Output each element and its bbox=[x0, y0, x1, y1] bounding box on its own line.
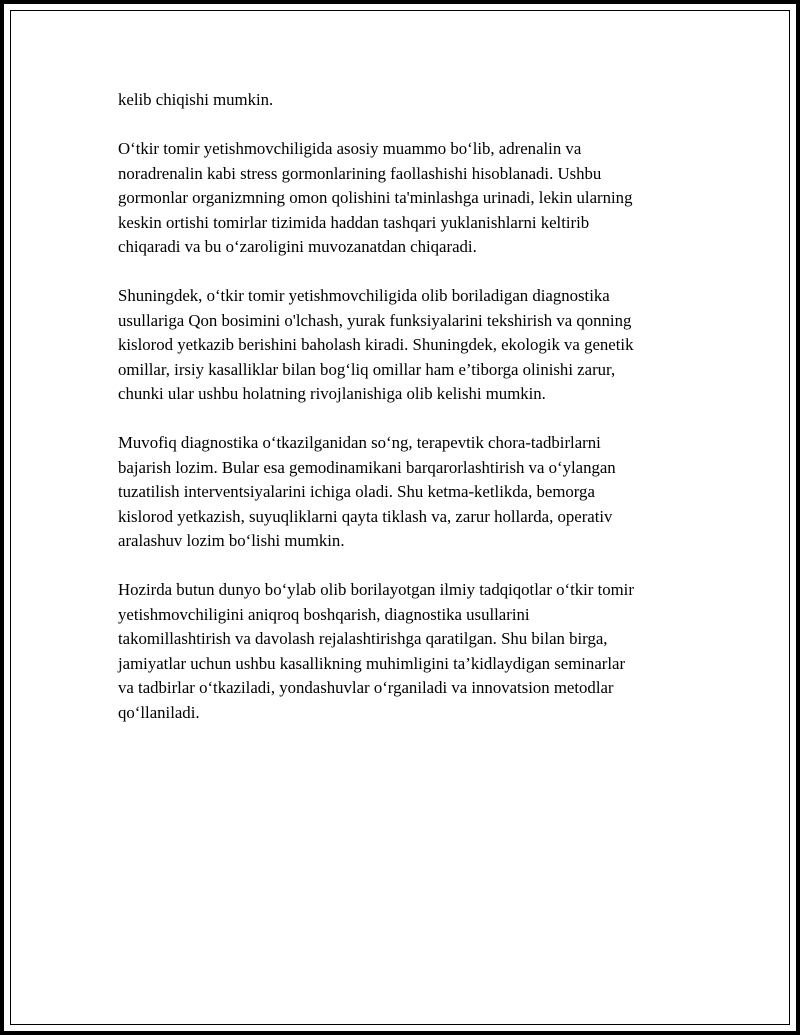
paragraph-5 bbox=[118, 578, 698, 725]
paragraph-2 bbox=[118, 137, 698, 260]
text-line: yetishmovchiligini aniqroq boshqarish, diagnostika usullarini bbox=[118, 604, 530, 624]
text-line: kelib chiqishi mumkin. bbox=[118, 90, 274, 109]
text-line: O‘tkir tomir yetishmovchiligida asosiy muammo bo‘lib, adrenalin va bbox=[118, 139, 582, 158]
text-line: usullariga Qon bosimini o'lchash, yurak funksiyalarini tekshirish va qonning bbox=[118, 310, 632, 330]
text-line: keskin ortishi tomirlar tizimida haddan tashqari yuklanishlarni keltirib bbox=[118, 212, 590, 232]
text-line: jamiyatlar uchun ushbu kasallikning muhimligini ta’kidlaydigan seminarlar bbox=[118, 653, 626, 673]
text-line: gormonlar organizmning omon qolishini ta'minlashga urinadi, lekin ularning bbox=[118, 188, 633, 207]
document-body bbox=[118, 88, 698, 750]
text-line: aralashuv lozim bo‘lishi mumkin. bbox=[118, 531, 345, 550]
text-line: chiqaradi va bu o‘zaroligini muvozanatdan chiqaradi. bbox=[118, 237, 477, 256]
text-line: qo‘llaniladi. bbox=[118, 702, 200, 722]
paragraph-4 bbox=[118, 431, 698, 554]
text-line: kislorod yetkazish, suyuqliklarni qayta tiklash va, zarur hollarda, operativ bbox=[118, 506, 613, 526]
text-line: Shuningdek, o‘tkir tomir yetishmovchiligida olib boriladigan diagnostika bbox=[118, 286, 610, 305]
text-line: tuzatilish interventsiyalarini ichiga oladi. Shu ketma-ketlikda, bemorga bbox=[118, 482, 595, 501]
text-line: Muvofiq diagnostika o‘tkazilganidan so‘ng, terapevtik chora-tadbirlarni bbox=[118, 433, 601, 452]
text-line: omillar, irsiy kasalliklar bilan bog‘liq omillar ham e’tiborga olinishi zarur, bbox=[118, 359, 616, 379]
paragraph-1 bbox=[118, 88, 698, 113]
text-line: bajarish lozim. Bular esa gemodinamikani barqarorlashtirish va o‘ylangan bbox=[118, 457, 616, 477]
text-line: chunki ular ushbu holatning rivojlanishiga olib kelishi mumkin. bbox=[118, 384, 546, 403]
text-line: noradrenalin kabi stress gormonlarining faollashishi hisoblanadi. Ushbu bbox=[118, 163, 602, 183]
text-line: kislorod yetkazib berishini baholash kiradi. Shuningdek, ekologik va genetik bbox=[118, 335, 634, 354]
text-line: Hozirda butun dunyo bo‘ylab olib borilayotgan ilmiy tadqiqotlar o‘tkir tomir bbox=[118, 580, 634, 599]
paragraph-3 bbox=[118, 284, 698, 407]
text-line: va tadbirlar o‘tkaziladi, yondashuvlar o‘rganiladi va innovatsion metodlar bbox=[118, 678, 614, 697]
text-line: takomillashtirish va davolash rejalashtirishga qaratilgan. Shu bilan birga, bbox=[118, 629, 608, 648]
